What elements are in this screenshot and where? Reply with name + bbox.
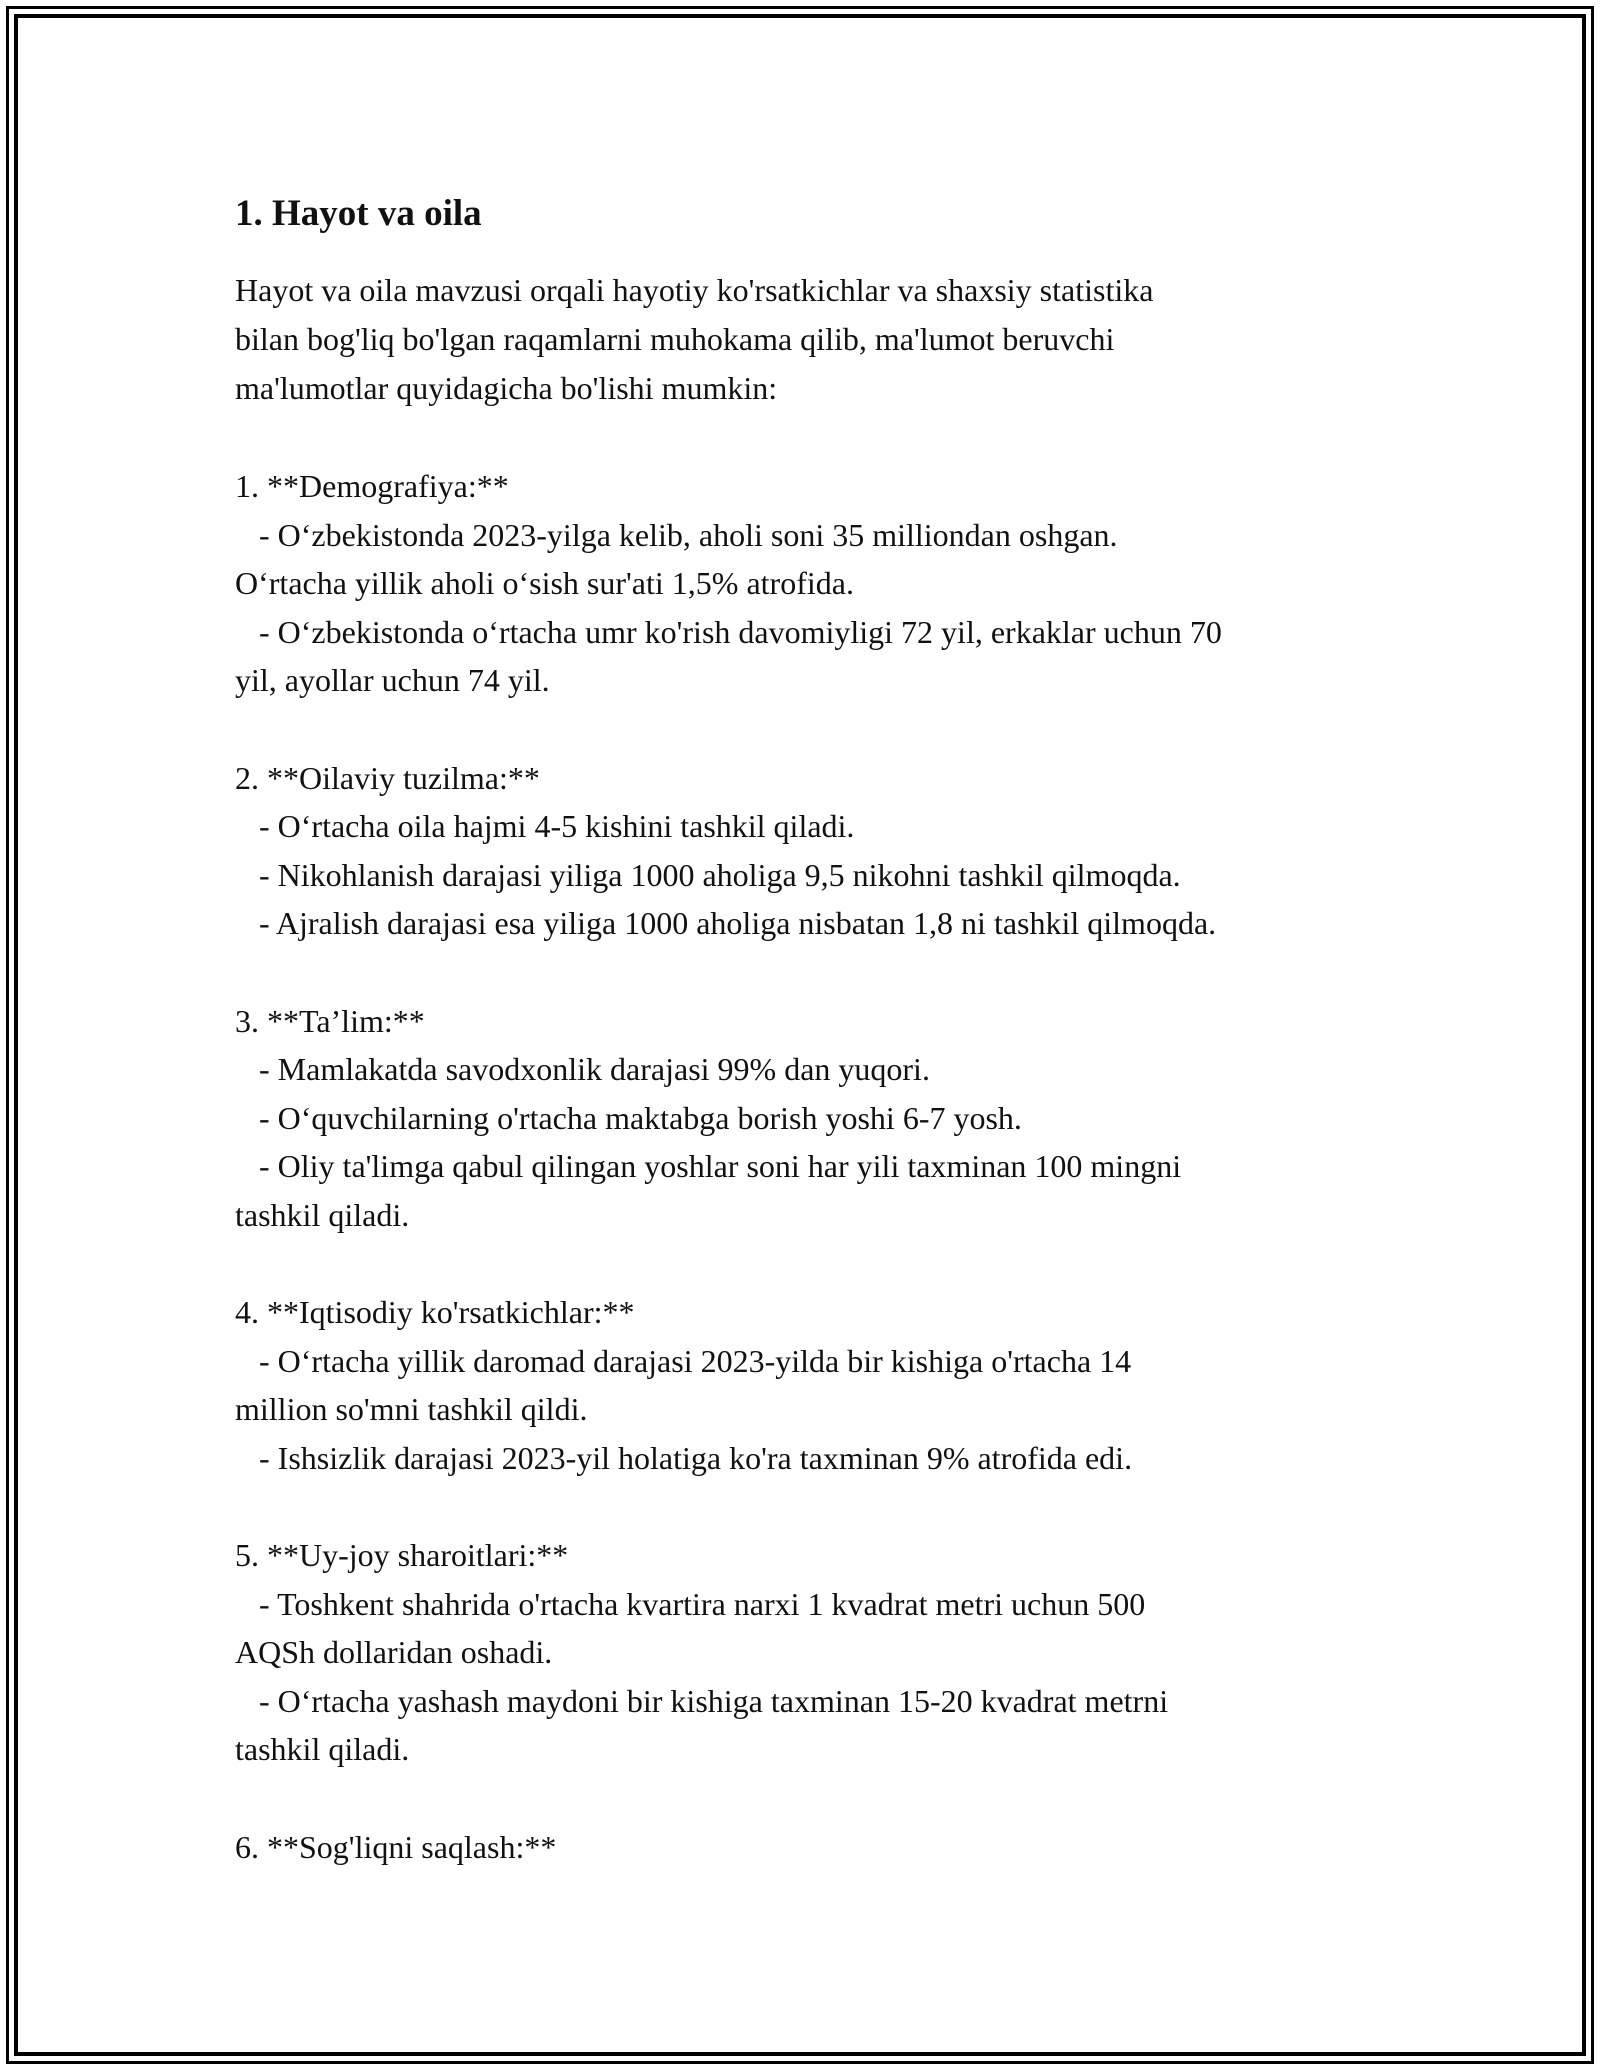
document-title: 1. Hayot va oila: [235, 193, 482, 234]
intro-paragraph: Hayot va oila mavzusi orqali hayotiy ko'rsatkichlar va shaxsiy statistika bilan bog'liq bo'lgan raqamlarni muhokama qilib, ma'lumot beruvchi ma'lumotlar quyidagicha bo'lishi mumkin:: [235, 272, 1154, 406]
document-body: 1. **Demografiya:** - O‘zbekistonda 2023-yilga kelib, aholi soni 35 milliondan oshgan. O‘rtacha yillik aholi o‘sish sur'ati 1,5% atrofida. - O‘zbekistonda o‘rtacha umr ko'rish davomiyligi 72 yil, erkaklar uchun 70 yil, ayollar uchun 74 yil. 2. **Oilaviy tuzilma:** - O‘rtacha oila hajmi 4-5 kishini tashkil qiladi. - Nikohlanish darajasi yiliga 1000 aholiga 9,5 nikohni tashkil qilmoqda. - Ajralish darajasi esa yiliga 1000 aholiga nisbatan 1,8 ni tashkil qilmoqda. 3. **Ta’lim:** - Mamlakatda savodxonlik darajasi 99% dan yuqori. - O‘quvchilarning o'rtacha maktabga borish yoshi 6-7 yosh. - Oliy ta'limga qabul qilingan yoshlar soni har yili taxminan 100 mingni tashkil qiladi. 4. **Iqtisodiy ko'rsatkichlar:** - O‘rtacha yillik daromad darajasi 2023-yilda bir kishiga o'rtacha 14 million so'mni tashkil qildi. - Ishsizlik darajasi 2023-yil holatiga ko'ra taxminan 9% atrofida edi. 5. **Uy-joy sharoitlari:** - Toshkent shahrida o'rtacha kvartira narxi 1 kvadrat metri uchun 500 AQSh dollaridan oshadi. - O‘rtacha yashash maydoni bir kishiga taxminan 15-20 kvadrat metrni tashkil qiladi. 6. **Sog'liqni saqlash:**: [235, 468, 1222, 1865]
document-content: [235, 188, 1385, 1871]
